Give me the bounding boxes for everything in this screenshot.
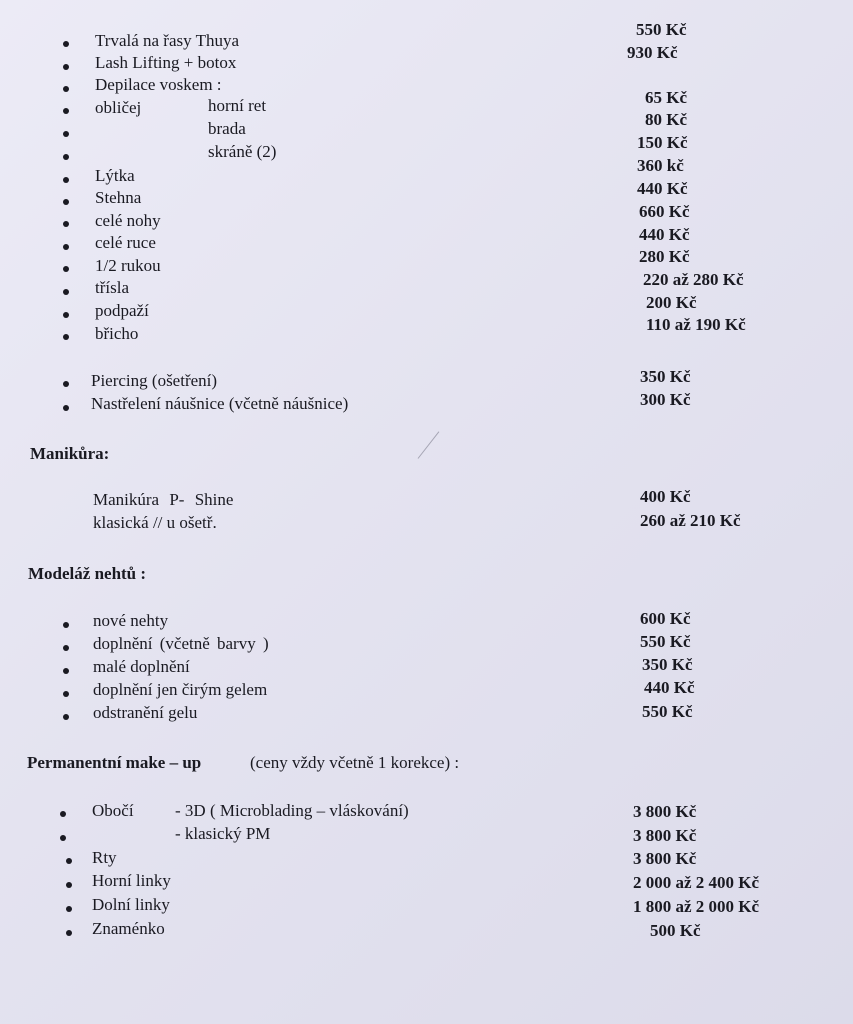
bullet [63,244,69,250]
item-subname: skráně (2) [208,142,277,161]
bullet [63,334,69,340]
bullet [63,266,69,272]
bullet [63,691,69,697]
item-name: obličej [95,98,142,117]
item-name: 1/2 rukou [95,256,161,275]
item-name: Lýtka [95,166,135,185]
bullet [63,199,69,205]
item-name: břicho [95,324,139,343]
bullet [63,668,69,674]
item-subname: horní ret [208,96,267,115]
item-name: Lash Lifting + botox [95,53,237,72]
item-price: 350 Kč [642,655,693,674]
bullet [63,64,69,70]
item-price: 440 Kč [639,225,690,244]
item-name: nové nehty [93,611,169,630]
item-subname: brada [208,119,246,138]
item-price: 600 Kč [640,609,691,628]
item-name: doplnění jen čirým gelem [93,680,268,699]
item-name: podpaží [95,301,149,320]
bullet [66,882,72,888]
item-name: Dolní linky [92,895,170,914]
item-price: 500 Kč [650,921,701,940]
item-price: 150 Kč [637,133,688,152]
item-price: 550 Kč [640,632,691,651]
item-price: 550 Kč [642,702,693,721]
bullet [60,811,66,817]
item-price: 200 Kč [646,293,697,312]
item-price: 550 Kč [636,20,687,39]
item-name: třísla [95,278,129,297]
item-price: 440 Kč [644,678,695,697]
item-name: Nastřelení náušnice (včetně náušnice) [91,394,349,413]
item-price: 2 000 až 2 400 Kč [633,873,760,892]
item-name: Manikúra P- Shine [93,490,234,509]
bullet [63,381,69,387]
bullet [66,858,72,864]
item-name: celé ruce [95,233,156,252]
section-heading-note: (ceny vždy včetně 1 korekce) : [250,753,460,772]
bullet [60,835,66,841]
item-price: 400 Kč [640,487,691,506]
item-name: doplnění (včetně barvy ) [93,634,269,653]
item-name: Piercing (ošetření) [91,371,218,390]
bullet [66,930,72,936]
item-price: 110 až 190 Kč [646,315,746,334]
item-price: 80 Kč [645,110,688,129]
item-name: Depilace voskem : [95,75,222,94]
section-heading-modelaz: Modeláž nehtů : [28,564,147,583]
item-name: Rty [92,848,117,867]
item-price: 300 Kč [640,390,691,409]
item-price: 360 kč [637,156,684,175]
bullet [63,177,69,183]
bullet [63,41,69,47]
item-name: Trvalá na řasy Thuya [95,31,240,50]
bullet [63,289,69,295]
item-price: 1 800 až 2 000 Kč [633,897,760,916]
item-price: 3 800 Kč [633,826,697,845]
item-name: klasická // u ošetř. [93,513,217,532]
bullet [63,108,69,114]
item-price: 220 až 280 Kč [643,270,744,289]
item-subname: - klasický PM [175,824,271,843]
bullet [63,154,69,160]
item-price: 350 Kč [640,367,691,386]
item-price: 65 Kč [645,88,688,107]
bullet [63,86,69,92]
pen-mark [418,431,440,458]
bullet [63,221,69,227]
bullet [63,622,69,628]
bullet [63,405,69,411]
item-name: Horní linky [92,871,171,890]
item-name: celé nohy [95,211,161,230]
section-heading-pmu: Permanentní make – up [27,753,202,772]
item-price: 660 Kč [639,202,690,221]
item-price: 280 Kč [639,247,690,266]
bullet [63,312,69,318]
item-price: 930 Kč [627,43,678,62]
bullet [63,714,69,720]
item-price: 3 800 Kč [633,849,697,868]
item-name: malé doplnění [93,657,190,676]
item-name: odstranění gelu [93,703,198,722]
item-price: 440 Kč [637,179,688,198]
bullet [66,906,72,912]
item-name: Stehna [95,188,142,207]
item-name: Znaménko [92,919,165,938]
item-price: 3 800 Kč [633,802,697,821]
item-name: Obočí [92,801,134,820]
bullet [63,131,69,137]
bullet [63,645,69,651]
item-subname: - 3D ( Microblading – vláskování) [175,801,409,820]
section-heading-manikura: Manikůra: [30,444,110,463]
item-price: 260 až 210 Kč [640,511,741,530]
